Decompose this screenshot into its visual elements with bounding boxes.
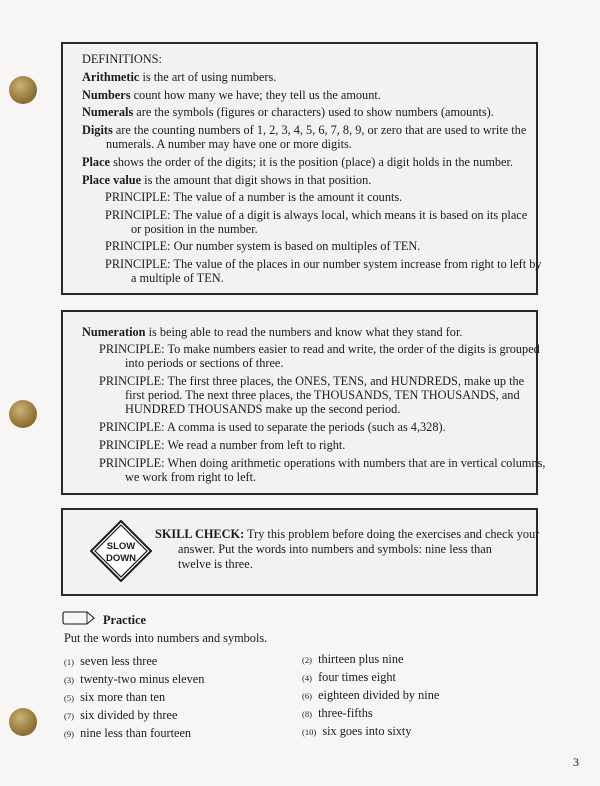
principle-line: PRINCIPLE: The value of a digit is always local, which means it is based on its place (105, 208, 528, 222)
principle-line: PRINCIPLE: The value of a number is the amount it counts. (105, 190, 403, 204)
definition-arithmetic: Arithmetic is the art of using numbers. (82, 70, 277, 84)
skill-check-line: twelve is three. (178, 557, 253, 571)
definition-numerals: Numerals are the symbols (figures or characters) used to show numbers (amounts). (82, 105, 494, 119)
practice-item: (10) six goes into sixty (302, 724, 412, 738)
pencil-icon (62, 611, 96, 625)
slow-down-sign-icon (90, 520, 152, 582)
practice-item: (1) seven less three (64, 654, 158, 668)
principle-line-cont: HUNDRED THOUSANDS make up the second period. (125, 402, 401, 416)
definition-digits: Digits are the counting numbers of 1, 2, 3, 4, 5, 6, 7, 8, 9, or zero that are used to write the (82, 123, 527, 137)
principle-line-cont: or position in the number. (131, 222, 258, 236)
principle-line-cont: into periods or sections of three. (125, 356, 284, 370)
practice-instruction: Put the words into numbers and symbols. (64, 631, 268, 645)
practice-item: (4) four times eight (302, 670, 396, 684)
definition-digits-cont: numerals. A number may have one or more digits. (106, 137, 352, 151)
practice-item: (2) thirteen plus nine (302, 652, 404, 666)
principle-line: PRINCIPLE: The value of the places in our number system increase from right to left by (105, 257, 542, 271)
binder-hole-bottom (9, 708, 37, 736)
definitions-heading: DEFINITIONS: (82, 52, 162, 66)
practice-item: (5) six more than ten (64, 690, 166, 704)
principle-line: PRINCIPLE: To make numbers easier to read and write, the order of the digits is grouped (99, 342, 540, 356)
page-number: 3 (573, 755, 579, 769)
definition-place-value: Place value is the amount that digit shows in that position. (82, 173, 372, 187)
slow-down-sign-text-top: SLOW (106, 541, 136, 552)
numeration-definition: Numeration is being able to read the numbers and know what they stand for. (82, 325, 463, 339)
principle-line-cont: first period. The next three places, the THOUSANDS, TEN THOUSANDS, and (125, 388, 520, 402)
principle-line-cont: a multiple of TEN. (131, 271, 224, 285)
binder-hole-middle (9, 400, 37, 428)
definition-place: Place shows the order of the digits; it is the position (place) a digit holds in the number. (82, 155, 514, 169)
practice-item: (9) nine less than fourteen (64, 726, 192, 740)
principle-line: PRINCIPLE: A comma is used to separate the periods (such as 4,328). (99, 420, 446, 434)
binder-hole-top (9, 76, 37, 104)
principle-line: PRINCIPLE: Our number system is based on multiples of TEN. (105, 239, 421, 253)
slow-down-sign-text-bottom: DOWN (105, 553, 137, 564)
principle-line: PRINCIPLE: When doing arithmetic operations with numbers that are in vertical columns, (99, 456, 546, 470)
practice-item: (7) six divided by three (64, 708, 178, 722)
definition-numbers: Numbers count how many we have; they tell us the amount. (82, 88, 381, 102)
practice-item: (3) twenty-two minus eleven (64, 672, 205, 686)
practice-item: (6) eighteen divided by nine (302, 688, 440, 702)
practice-title: Practice (103, 613, 147, 627)
practice-item: (8) three-fifths (302, 706, 373, 720)
skill-check-line: SKILL CHECK: Try this problem before doing the exercises and check your (155, 527, 540, 541)
principle-line: PRINCIPLE: The first three places, the ONES, TENS, and HUNDREDS, make up the (99, 374, 525, 388)
principle-line-cont: we work from right to left. (125, 470, 257, 484)
principle-line: PRINCIPLE: We read a number from left to right. (99, 438, 346, 452)
skill-check-line: answer. Put the words into numbers and symbols: nine less than (178, 542, 492, 556)
